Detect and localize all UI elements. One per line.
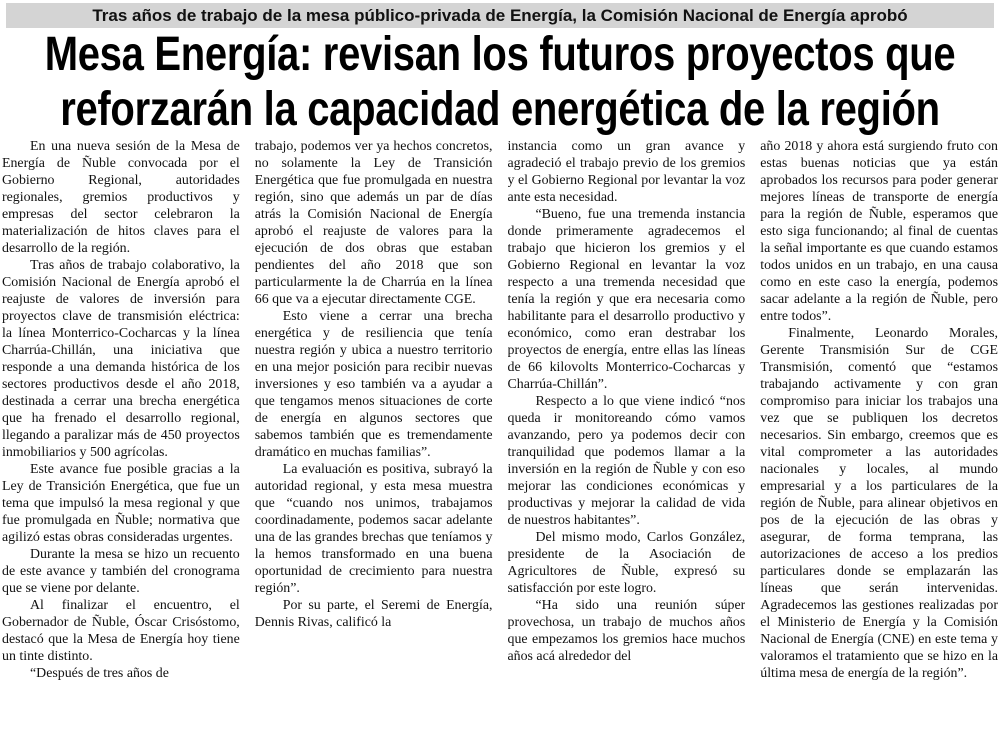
paragraph: Por su parte, el Seremi de Energía, Dennis Rivas, calificó la — [254, 598, 493, 630]
paragraph: Del mismo modo, Carlos González, presidente de la Asociación de Agricultores de Ñuble, expresó su satisfacción por este logro. — [507, 530, 746, 596]
kicker: Tras años de trabajo de la mesa público-privada de Energía, la Comisión Nacional de Energía aprobó — [6, 3, 994, 28]
paragraph: Al finalizar el encuentro, el Gobernador de Ñuble, Óscar Crisóstomo, destacó que la Mesa de Energía hoy tiene un tinte distinto. — [2, 598, 240, 664]
paragraph: “Después de tres años de — [30, 666, 169, 681]
paragraph: Esto viene a cerrar una brecha energética y de resiliencia que tenía nuestra región y ubica a nuestro territorio en una mejor posición para recibir nuevas inversiones y eso también va a ayudar a que tengamos menos situaciones de corte de energía en algunos sectores que sabemos también que es tremendamente dramático en muchas familias”. — [254, 309, 493, 460]
article-body — [2, 138, 998, 730]
paragraph: instancia como un gran avance y agradeció el trabajo previo de los gremios y el Gobierno Regional por levantar la voz ante esta necesidad. — [507, 139, 746, 205]
headline-line-1: Mesa Energía: revisan los futuros proyectos que — [44, 28, 956, 81]
paragraph: Durante la mesa se hizo un recuento de este avance y también del cronograma que se viene por delante. — [2, 547, 240, 596]
paragraph: En una nueva sesión de la Mesa de Energía de Ñuble convocada por el Gobierno Regional, autoridades regionales, gremios productivos y empresas del sector celebraron la materialización de hitos claves para el desarrollo de la región. — [2, 139, 240, 256]
paragraph: “Ha sido una reunión súper provechosa, un trabajo de muchos años que empezamos los gremios hace muchos años acá alrededor del — [507, 598, 746, 664]
article-column-3 — [508, 138, 746, 730]
paragraph: trabajo, podemos ver ya hechos concretos, no solamente la Ley de Transición Energética que fue promulgada en nuestra región, sino que además un par de días atrás la Comisión Nacional de Energía aprobó el reajuste de valores para la ejecución de dos obras que estaban pendientes del año 2018 que son particularmente la de Charrúa en la línea 66 que va a ejecutar directamente CGE. — [254, 139, 493, 307]
paragraph: año 2018 y ahora está surgiendo fruto con estas buenas noticias que ya están aprobados los recursos para poder generar mejores líneas de transporte de energía para la región de Ñuble, esperamos que esto siga funcionando; al final de cuentas la señal importante es que cuando estamos todos unidos en un trabajo, en una causa como en este caso la energía, podemos sacar adelante a la región de Ñuble, pero entre todos”. — [760, 139, 998, 324]
paragraph: Respecto a lo que viene indicó “nos queda ir monitoreando cómo vamos avanzando, pero ya podemos decir con tranquilidad que podemos llamar a la inversión en la región de Ñuble y con eso mejorar las condiciones económicas y productivas y mejorar la calidad de vida de nuestros habitantes”. — [507, 394, 746, 528]
article-column-2 — [255, 138, 493, 730]
article-column-4 — [760, 138, 998, 730]
paragraph: “Bueno, fue una tremenda instancia donde primeramente agradecemos el trabajo que hicieron los gremios y el Gobierno Regional en levantar la voz respecto a una tremenda necesidad que tenía la región y que era necesaria como habilitante para el desarrollo productivo y económico, como eran destrabar los proyectos de energía, entre ellas las líneas de 66 kilovolts Monterrico-Cocharcas y Charrúa-Chillán”. — [507, 207, 746, 392]
paragraph: La evaluación es positiva, subrayó la autoridad regional, y esta mesa muestra que “cuando nos unimos, trabajamos coordinadamente, podemos sacar adelante una de las grandes brechas que teníamos y la hemos transformado en una buena oportunidad de crecimiento para nuestra región”. — [254, 462, 493, 596]
paragraph: Este avance fue posible gracias a la Ley de Transición Energética, que fue un tema que impulsó la mesa regional y que fue promulgada en Ñuble; normativa que agilizó estas obras consideradas urgentes. — [2, 462, 240, 545]
headline-line-2: reforzarán la capacidad energética de la región — [60, 83, 940, 136]
paragraph: Finalmente, Leonardo Morales, Gerente Transmisión Sur de CGE Transmisión, comentó que “estamos trabajando activamente y con gran compromiso para iniciar los trabajos una vez que se publiquen los decretos necesarios. Sin embargo, creemos que es vital comprometer a las autoridades nacionales y locales, al mundo empresarial y a los particulares de la región de Ñuble, para alinear objetivos en pos de la ejecución de las obras y asegurar, de forma temprana, las autorizaciones de acceso a los predios particulares donde se emplazarán las líneas que serán intervenidas. Agradecemos las gestiones realizadas por el Ministerio de Energía y la Comisión Nacional de Energía (CNE) en este tema y valoramos el tratamiento que se hizo en la última mesa de energía de la región”. — [760, 326, 998, 681]
article-column-1 — [2, 138, 240, 730]
paragraph: Tras años de trabajo colaborativo, la Comisión Nacional de Energía aprobó el reajuste de valores de inversión para proyectos clave de transmisión eléctrica: la línea Monterrico-Cocharcas y la línea Charrúa-Chillán, una iniciativa que responde a una demanda histórica de los sectores productivos desde el año 2018, destinada a cerrar una brecha energética que ha frenado el desarrollo regional, llegando a paralizar más de 450 proyectos inmobiliarios y 500 agrícolas. — [2, 258, 240, 460]
